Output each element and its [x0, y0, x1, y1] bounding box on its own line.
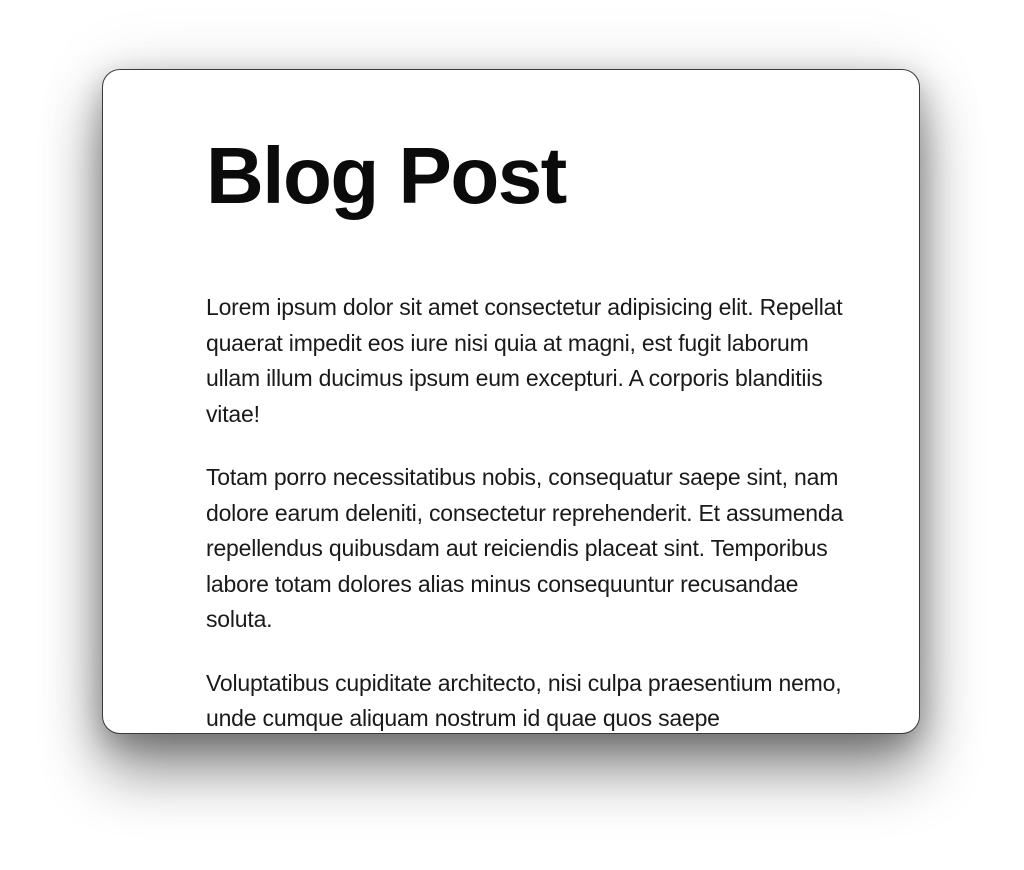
- browser-window: [102, 69, 920, 734]
- paragraph-3: Voluptatibus cupiditate architecto, nisi culpa praesentium nemo, unde cumque aliquam nostrum id quae quos saepe: [206, 669, 842, 731]
- paragraph-1: Lorem ipsum dolor sit amet consectetur adipisicing elit. Repellat quaerat impedit eos iure nisi quia at magni, est fugit laborum ullam illum ducimus ipsum eum excepturi. A corporis blanditiis vitae!: [206, 294, 843, 427]
- article-body: [206, 290, 866, 734]
- paragraph-2: Totam porro necessitatibus nobis, consequatur saepe sint, nam dolore earum deleniti, consectetur reprehenderit. Et assumenda repellendus quibusdam aut reiciendis placeat sint. Temporibus labore totam dolores alias minus consequuntur recusandae soluta.: [206, 464, 844, 632]
- page-title: Blog Post: [206, 131, 566, 220]
- blog-article: [206, 131, 866, 734]
